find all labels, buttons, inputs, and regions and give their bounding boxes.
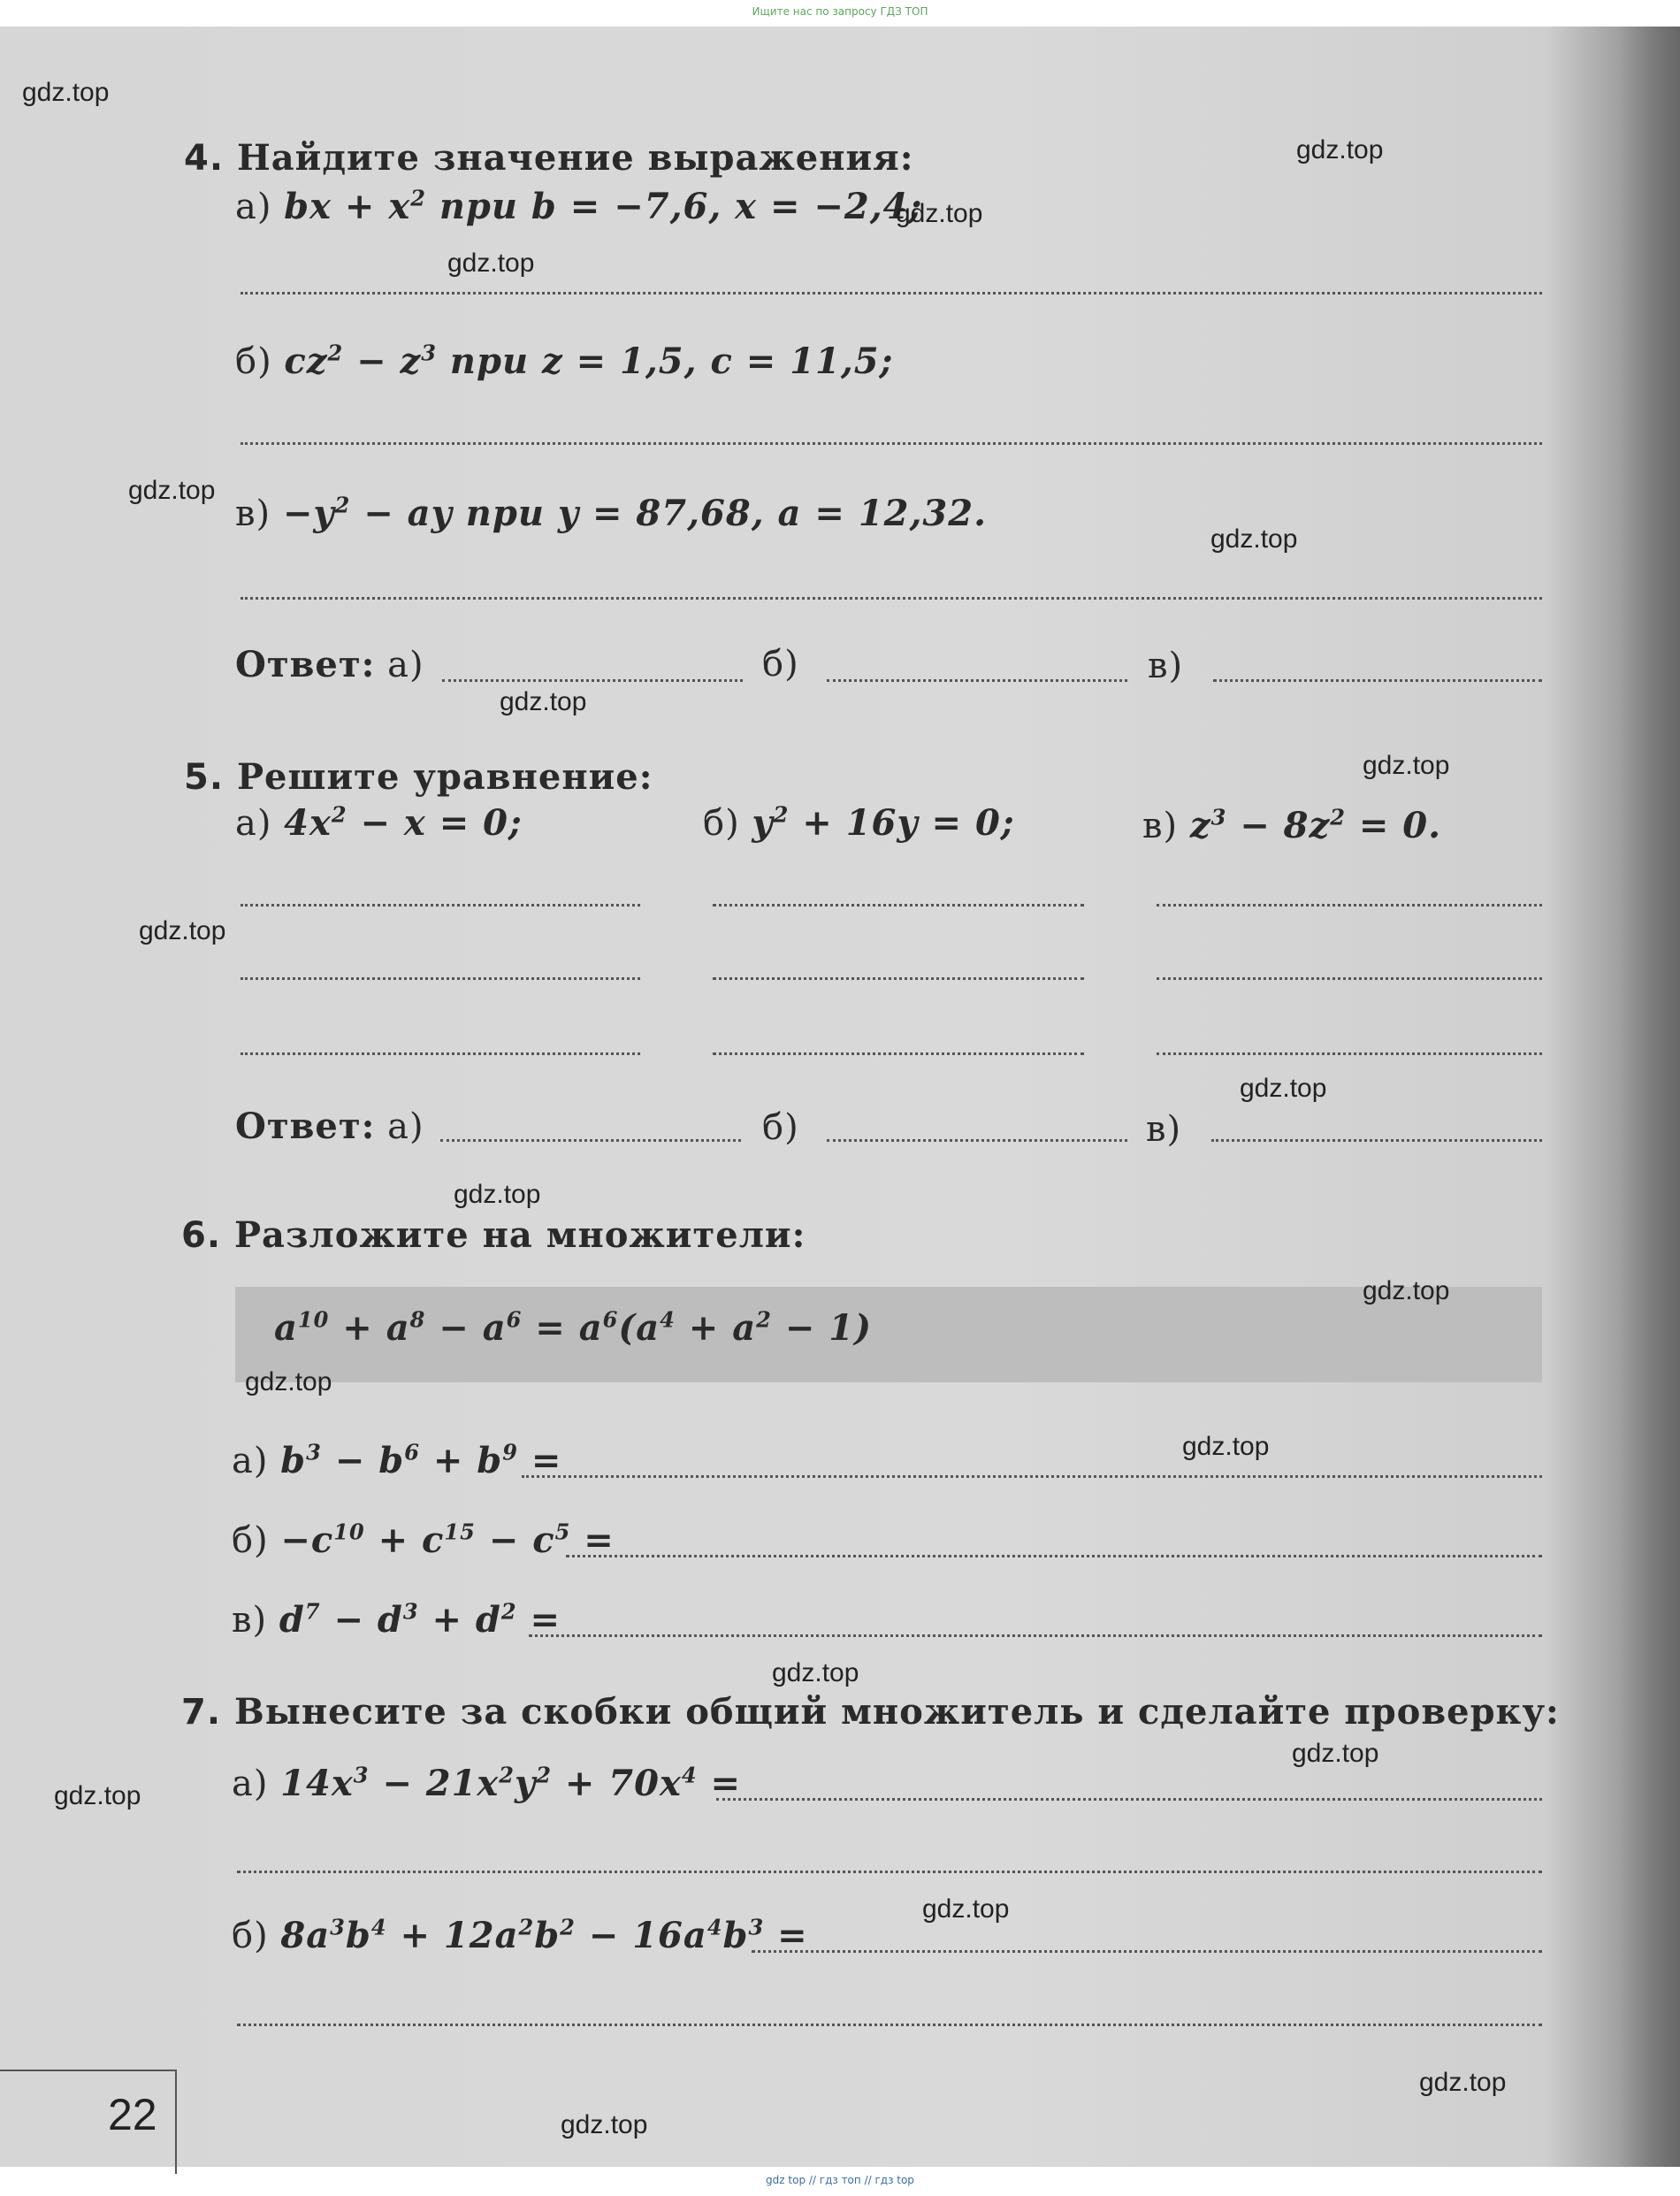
answer-field-b[interactable] (827, 679, 1127, 682)
task5-b-expr: $y^2 + 16y = 0$; (752, 801, 1015, 844)
work-line[interactable] (713, 904, 1084, 907)
work-line[interactable] (1157, 904, 1542, 907)
task6-example: $a^{10} + a^8 - a^6 = a^6(a^4 + a^2 - 1)$ (274, 1306, 872, 1349)
page-number: 22 (108, 2090, 157, 2139)
answer-label: Ответ: (235, 644, 376, 685)
bottom-note: gdz top // гдз топ // гдз top (766, 2174, 914, 2186)
item-label: в) (1142, 806, 1179, 846)
answer-label: Ответ: (235, 1106, 376, 1147)
item-label: а) (232, 1441, 269, 1481)
task4-item-a (235, 186, 922, 227)
task4-b-expr: $cz^2 - z^3$ при z = 1,5, c = 11,5; (284, 340, 894, 382)
answer-line[interactable] (241, 292, 1542, 295)
item-label: б) (232, 1916, 269, 1956)
page-number-box (0, 2070, 177, 2174)
work-line[interactable] (241, 977, 640, 980)
task6-a-expr: $b^3 - b^6 + b^9$ = (280, 1439, 562, 1481)
answer-field-v[interactable] (1211, 1139, 1542, 1142)
task5-item-a (235, 802, 523, 844)
task5-item-b (703, 802, 1015, 844)
task6-number: 6. (181, 1215, 222, 1256)
item-label: а) (387, 1106, 424, 1147)
work-line[interactable] (241, 904, 640, 907)
task4-number: 4. (184, 138, 225, 179)
watermark: gdz.top (1296, 135, 1384, 165)
watermark: gdz.top (454, 1180, 541, 1209)
task5-v-expr: $z^3 - 8z^2 = 0$. (1189, 804, 1442, 846)
watermark: gdz.top (500, 687, 587, 716)
task5-number: 5. (184, 757, 225, 798)
task4-item-v (235, 493, 987, 534)
item-label: б) (232, 1520, 269, 1561)
item-label: а) (235, 803, 272, 844)
answer-line[interactable] (522, 1475, 1542, 1478)
item-label: а) (235, 187, 272, 227)
task7-a-expr: $14x^3 - 21x^2y^2 + 70x^4$ = (280, 1762, 741, 1804)
watermark: gdz.top (1182, 1432, 1270, 1461)
task7-b-expr: $8a^3b^4 + 12a^2b^2 - 16a^4b^3$ = (280, 1914, 808, 1956)
watermark: gdz.top (1419, 2068, 1507, 2097)
watermark: gdz.top (1292, 1739, 1379, 1768)
work-line[interactable] (1157, 1052, 1542, 1055)
item-label: а) (387, 645, 424, 685)
answer-field-a[interactable] (442, 679, 743, 682)
answer-line[interactable] (241, 597, 1542, 600)
item-label: в) (235, 494, 271, 534)
task4-heading (184, 137, 913, 179)
watermark: gdz.top (922, 1894, 1010, 1924)
task6-item-v (232, 1599, 561, 1641)
task7-number: 7. (181, 1692, 222, 1733)
task4-answer-row (235, 644, 424, 685)
task4-title: Найдите значение выражения: (236, 137, 914, 179)
task5-answer-row (235, 1106, 424, 1147)
work-line[interactable] (713, 977, 1084, 980)
answer-field-a[interactable] (440, 1139, 741, 1142)
task5-item-v (1142, 805, 1441, 846)
watermark: gdz.top (1240, 1074, 1327, 1103)
task4-answer-b-label: б) (762, 644, 799, 685)
watermark: gdz.top (896, 199, 983, 228)
answer-line[interactable] (237, 2024, 1542, 2026)
task4-answer-v-label: в) (1148, 646, 1184, 686)
item-label: в) (232, 1600, 268, 1641)
watermark: gdz.top (128, 476, 216, 505)
task6-item-b (232, 1519, 615, 1561)
page-spine-shadow (1618, 27, 1680, 2167)
watermark: gdz.top (22, 78, 110, 107)
task7-title: Вынесите за скобки общий множитель и сделайте проверку: (233, 1691, 1560, 1733)
watermark: gdz.top (1363, 751, 1450, 780)
task5-title: Решите уравнение: (236, 756, 653, 798)
answer-line[interactable] (752, 1950, 1542, 1953)
task4-item-b (235, 340, 893, 382)
watermark: gdz.top (1210, 524, 1298, 554)
watermark: gdz.top (447, 249, 535, 278)
top-note: Ищите нас по запросу ГДЗ ТОП (752, 5, 928, 18)
watermark: gdz.top (54, 1781, 141, 1810)
item-label: б) (235, 341, 272, 382)
answer-line[interactable] (237, 1871, 1542, 1873)
task6-b-expr: $-c^{10} + c^{15} - c^5$ = (280, 1519, 615, 1561)
task6-heading (181, 1214, 806, 1256)
task4-a-expr: bx + $x^2$ при b = −7,6, x = −2,4; (284, 185, 923, 227)
watermark: gdz.top (245, 1367, 332, 1396)
answer-field-b[interactable] (827, 1139, 1127, 1142)
work-line[interactable] (241, 1052, 640, 1055)
item-label: а) (232, 1764, 269, 1804)
task7-heading (181, 1691, 1560, 1733)
task7-item-b (232, 1915, 808, 1956)
watermark: gdz.top (561, 2110, 648, 2139)
task4-v-expr: $-y^2$ − ay при y = 87,68, a = 12,32. (282, 492, 988, 534)
answer-line[interactable] (529, 1634, 1542, 1637)
task5-heading (184, 756, 653, 798)
task5-answer-v-label: в) (1146, 1109, 1182, 1150)
item-label: б) (703, 803, 740, 844)
watermark: gdz.top (1363, 1276, 1450, 1305)
watermark: gdz.top (139, 916, 226, 945)
task6-title: Разложите на множители: (233, 1214, 806, 1256)
task6-v-expr: $d^7 - d^3 + d^2$ = (279, 1598, 561, 1641)
answer-line[interactable] (241, 442, 1542, 445)
answer-line[interactable] (716, 1798, 1542, 1801)
watermark: gdz.top (772, 1658, 859, 1687)
answer-field-v[interactable] (1213, 679, 1542, 682)
task6-item-a (232, 1440, 561, 1481)
work-line[interactable] (1157, 977, 1542, 980)
answer-line[interactable] (566, 1555, 1542, 1557)
work-line[interactable] (713, 1052, 1084, 1055)
task5-a-expr: $4x^2 - x = 0$; (284, 801, 523, 844)
task7-item-a (232, 1763, 741, 1804)
task5-answer-b-label: б) (762, 1107, 799, 1148)
